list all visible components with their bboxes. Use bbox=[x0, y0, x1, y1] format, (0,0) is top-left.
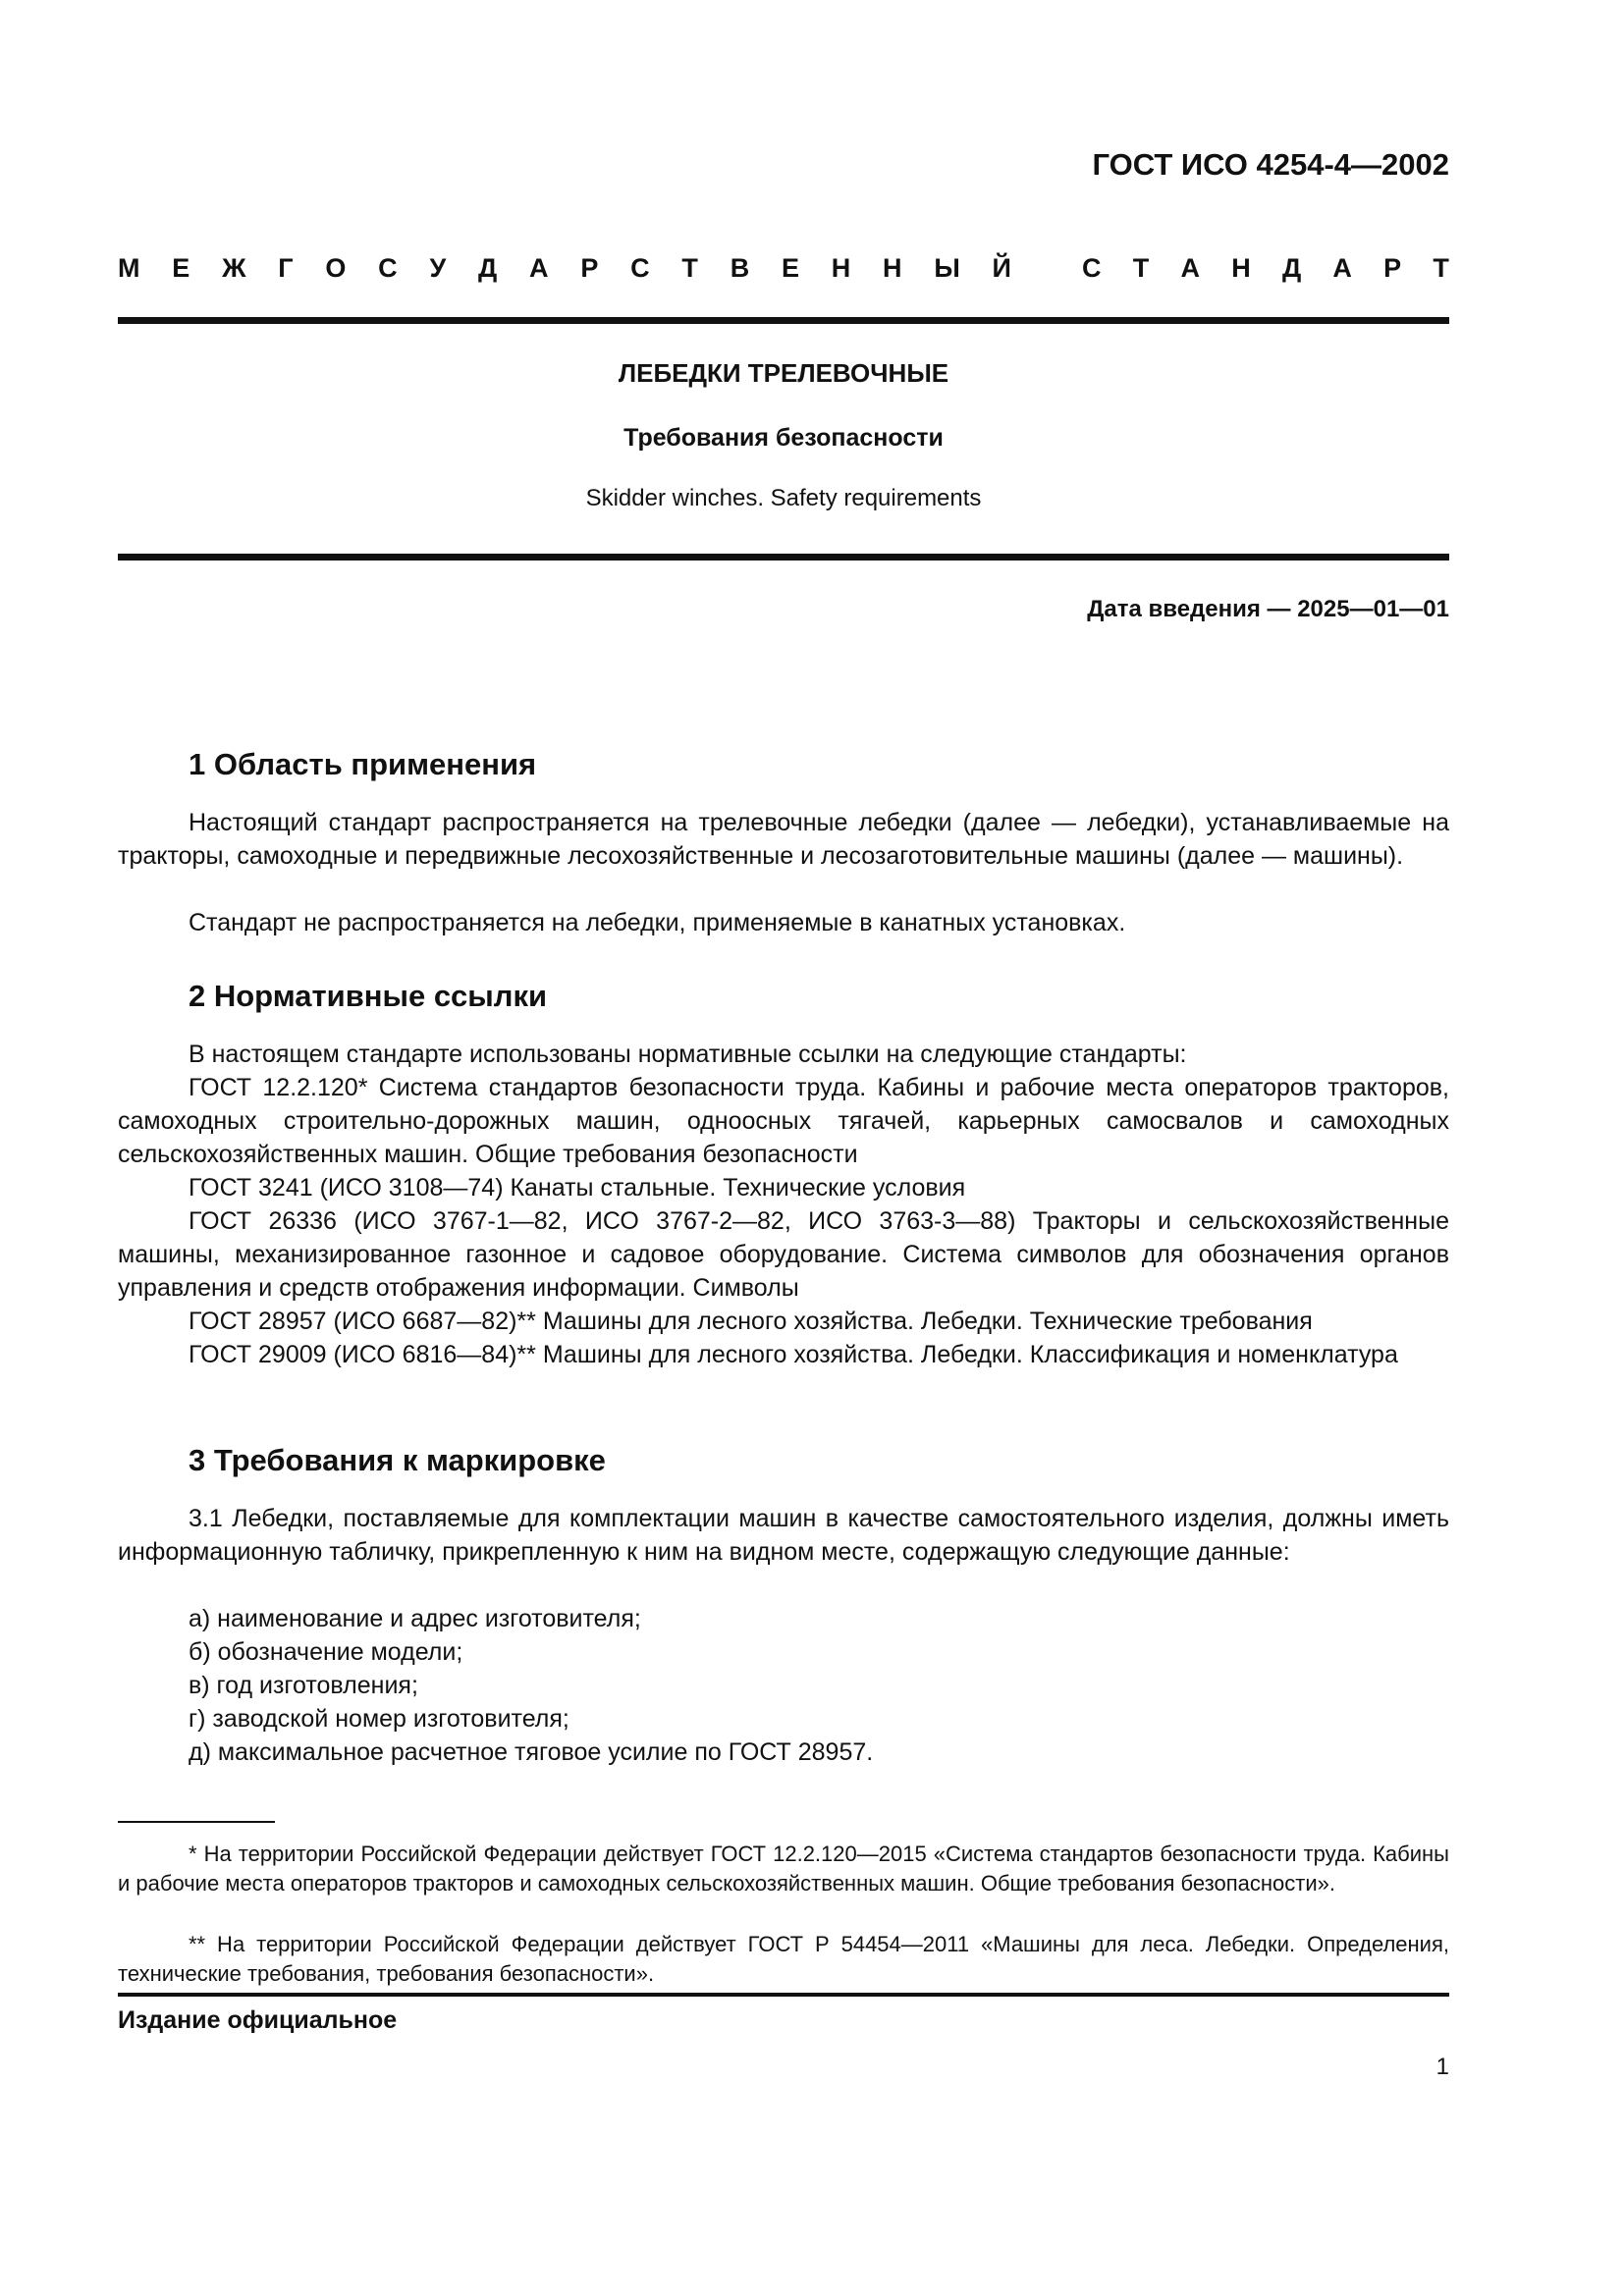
list-item: а) наименование и адрес изготовителя; bbox=[189, 1605, 641, 1632]
heading-letter: Н bbox=[831, 253, 851, 283]
official-edition-label: Издание официальное bbox=[118, 2006, 398, 2034]
heading-letter: Ж bbox=[222, 253, 246, 283]
heading-letter: Н bbox=[1231, 253, 1251, 283]
normative-reference: ГОСТ 12.2.120* Система стандартов безопасности труда. Кабины и рабочие места операторов тракторов, самоходных строительно-дорожных машин, одноосных тягачей, карьерных самосвалов и самоходных сельскохозяйственных машин. Общие требования безопасности bbox=[118, 1074, 1449, 1168]
heading-letter: С bbox=[378, 253, 398, 283]
header-divider bbox=[118, 317, 1449, 324]
heading-letter: С bbox=[630, 253, 650, 283]
normative-reference: ГОСТ 28957 (ИСО 6687—82)** Машины для лесного хозяйства. Лебедки. Технические требования bbox=[189, 1308, 1313, 1335]
section-2-paragraph: В настоящем стандарте использованы нормативные ссылки на следующие стандарты: bbox=[189, 1041, 1187, 1068]
list-item: д) максимальное расчетное тяговое усилие по ГОСТ 28957. bbox=[189, 1738, 874, 1766]
footnote-separator bbox=[118, 1821, 275, 1823]
heading-letter: А bbox=[1180, 253, 1200, 283]
heading-letter: В bbox=[730, 253, 750, 283]
title-divider bbox=[118, 554, 1449, 561]
footnote: * На территории Российской Федерации действует ГОСТ 12.2.120—2015 «Система стандартов безопасности труда. Кабины и рабочие места операторов тракторов и самоходных сельскохозяйственных машин. Общие требования безопасности». bbox=[118, 1842, 1449, 1896]
normative-reference: ГОСТ 26336 (ИСО 3767-1—82, ИСО 3767-2—82, ИСО 3763-3—88) Тракторы и сельскохозяйственные машины, механизированное газонное и садовое оборудование. Система символов для обозначения органов управления и средств отображения информации. Символы bbox=[118, 1207, 1449, 1302]
heading-word-interstate bbox=[118, 253, 1011, 284]
document-english-title: Skidder winches. Safety requirements bbox=[585, 485, 982, 511]
heading-letter: Й bbox=[992, 253, 1011, 283]
page-number: 1 bbox=[1435, 2054, 1449, 2080]
standard-type-heading bbox=[118, 253, 1449, 284]
section-1-paragraph: Стандарт не распространяется на лебедки, применяемые в канатных установках. bbox=[189, 909, 1126, 936]
section-2-heading: 2 Нормативные ссылки bbox=[189, 979, 548, 1013]
heading-letter: Г bbox=[278, 253, 294, 283]
list-item: б) обозначение модели; bbox=[189, 1638, 463, 1666]
heading-letter: Е bbox=[781, 253, 799, 283]
document-page bbox=[118, 0, 1449, 2296]
normative-reference: ГОСТ 29009 (ИСО 6816—84)** Машины для лесного хозяйства. Лебедки. Классификация и номенклатура bbox=[189, 1341, 1398, 1368]
heading-letter: У bbox=[429, 253, 447, 283]
heading-letter: Т bbox=[1132, 253, 1150, 283]
document-code: ГОСТ ИСО 4254-4—2002 bbox=[1092, 147, 1449, 182]
section-3-heading: 3 Требования к маркировке bbox=[189, 1443, 606, 1477]
list-item: в) год изготовления; bbox=[189, 1672, 418, 1699]
heading-letter: Н bbox=[883, 253, 902, 283]
heading-word-standard bbox=[1082, 253, 1449, 284]
section-1-paragraph: Настоящий стандарт распространяется на трелевочные лебедки (далее — лебедки), устанавливаемые на тракторы, самоходные и передвижные лесохозяйственные и лесозаготовительные машины (далее — машины). bbox=[118, 809, 1449, 870]
heading-letter: Е bbox=[172, 253, 190, 283]
footnote: ** На территории Российской Федерации действует ГОСТ Р 54454—2011 «Машины для леса. Лебедки. Определения, технические требования, требования безопасности». bbox=[118, 1932, 1449, 1986]
normative-reference: ГОСТ 3241 (ИСО 3108—74) Канаты стальные. Технические условия bbox=[189, 1174, 966, 1201]
heading-letter: О bbox=[325, 253, 347, 283]
heading-letter: Ы bbox=[934, 253, 960, 283]
section-3-paragraph: 3.1 Лебедки, поставляемые для комплектации машин в качестве самостоятельного изделия, должны иметь информационную табличку, прикрепленную к ним на видном месте, содержащую следующие данные: bbox=[118, 1505, 1449, 1566]
heading-letter: М bbox=[118, 253, 140, 283]
heading-letter: А bbox=[1332, 253, 1352, 283]
introduction-date: Дата введения — 2025—01—01 bbox=[1087, 596, 1449, 622]
heading-letter: Д bbox=[1281, 253, 1302, 283]
heading-letter: Д bbox=[478, 253, 498, 283]
list-item: г) заводской номер изготовителя; bbox=[189, 1705, 569, 1733]
document-title: ЛЕБЕДКИ ТРЕЛЕВОЧНЫЕ bbox=[618, 358, 949, 388]
document-subtitle: Требования безопасности bbox=[623, 424, 944, 452]
footer-divider bbox=[118, 1993, 1449, 1997]
heading-letter: Р bbox=[580, 253, 599, 283]
section-1-heading: 1 Область применения bbox=[189, 747, 537, 781]
heading-letter: А bbox=[529, 253, 549, 283]
heading-letter: С bbox=[1082, 253, 1102, 283]
heading-letter: Т bbox=[1433, 253, 1449, 283]
heading-letter: Р bbox=[1383, 253, 1402, 283]
heading-letter: Т bbox=[681, 253, 698, 283]
